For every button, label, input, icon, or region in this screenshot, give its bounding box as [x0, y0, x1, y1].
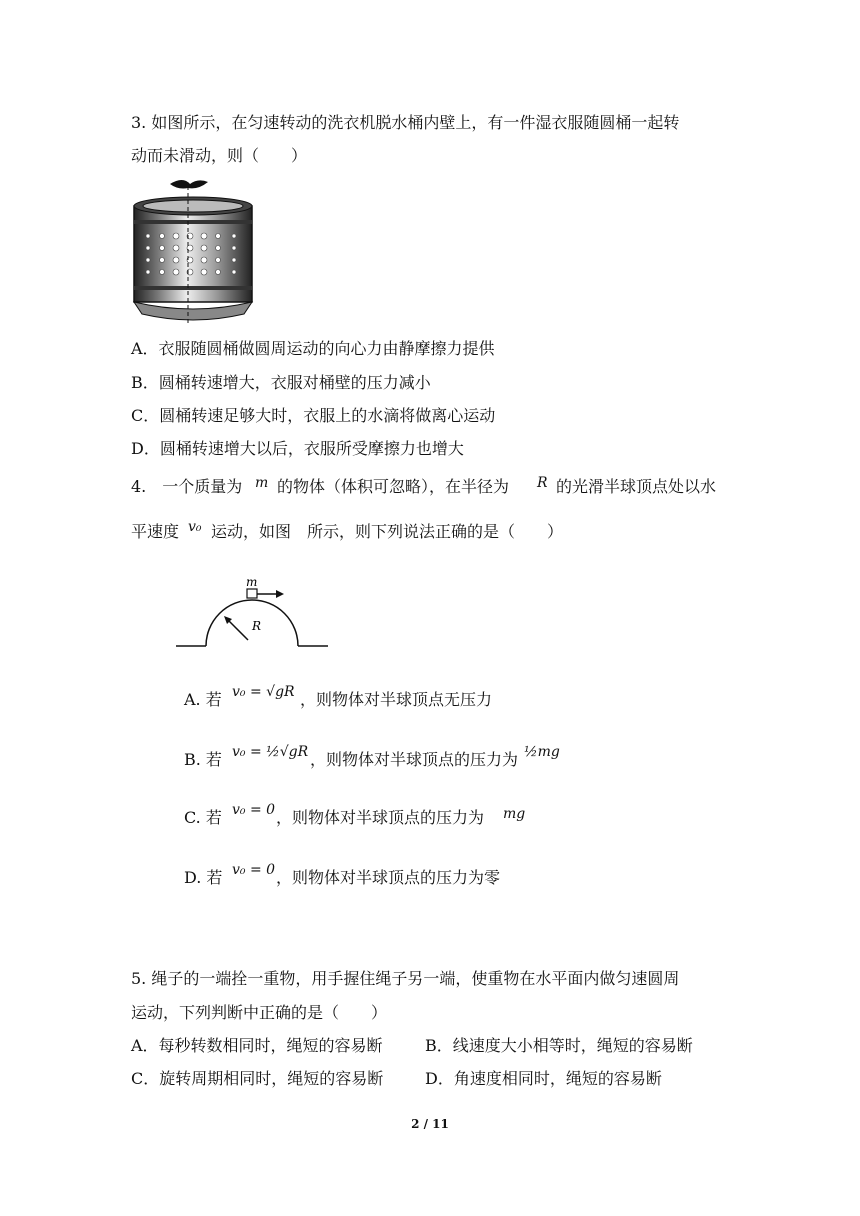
q5-stem-line1: 5. 绳子的一端拴一重物，用手握住绳子另一端，使重物在水平面内做匀速圆周: [131, 969, 680, 988]
q4-stem-part3: 的光滑半球顶点处以水: [556, 477, 717, 496]
q4-math-v0: v₀: [188, 519, 202, 535]
page-number: 2 / 11: [411, 1117, 449, 1131]
q4-stem-part2: 的物体（体积可忽略），在半径为: [277, 477, 510, 496]
q4-option-c-pre: C. 若: [184, 808, 222, 827]
q3-option-c: C．圆桶转速足够大时，衣服上的水滴将做离心运动: [131, 406, 496, 425]
washing-drum-figure: [128, 176, 258, 328]
q3-stem-line2: 动而未滑动，则（ ）: [131, 146, 308, 165]
q4-option-b-math: v₀ = ½√gR: [232, 744, 309, 760]
q4-option-a-pre: A. 若: [184, 690, 222, 709]
q4-option-b-pre: B. 若: [184, 750, 222, 769]
q4-option-a-text: ，则物体对半球顶点无压力: [300, 690, 493, 709]
q4-option-c-text: ，则物体对半球顶点的压力为: [276, 808, 485, 827]
q5-option-b: B．线速度大小相等时，绳短的容易断: [425, 1036, 693, 1055]
q5-stem-line2: 运动，下列判断中正确的是（ ）: [131, 1003, 388, 1022]
q4-option-d-pre: D. 若: [184, 868, 223, 887]
q4-option-b-math2: ½mg: [524, 744, 560, 760]
q4-stem-part5: 运动，如图 所示，则下列说法正确的是（ ）: [211, 522, 564, 541]
q3-option-d: D．圆桶转速增大以后，衣服所受摩擦力也增大: [131, 439, 464, 458]
q4-option-a-math: v₀ = √gR: [232, 684, 295, 700]
q5-option-d: D．角速度相同时，绳短的容易断: [425, 1069, 662, 1088]
q4-option-b-text: ，则物体对半球顶点的压力为: [310, 750, 519, 769]
q4-option-d-math: v₀ = 0: [232, 862, 276, 878]
q3-option-b: B．圆桶转速增大，衣服对桶壁的压力减小: [131, 373, 431, 392]
q4-option-c-math2: mg: [503, 806, 526, 822]
q4-math-m: m: [255, 475, 269, 491]
q5-option-a: A．每秒转数相同时，绳短的容易断: [131, 1036, 383, 1055]
q4-stem-part4: 平速度: [131, 522, 180, 541]
q3-option-a: A．衣服随圆桶做圆周运动的向心力由静摩擦力提供: [131, 339, 495, 358]
figure-label-m: m: [246, 576, 258, 589]
q4-option-d-text: ，则物体对半球顶点的压力为零: [276, 868, 501, 887]
q4-stem-part1: 4. 一个质量为: [131, 477, 243, 496]
figure-label-R: R: [252, 619, 262, 633]
hemisphere-figure: [172, 576, 332, 656]
q3-stem-line1: 3. 如图所示，在匀速转动的洗衣机脱水桶内壁上，有一件湿衣服随圆桶一起转: [131, 113, 680, 132]
q4-option-c-math: v₀ = 0: [232, 802, 276, 818]
q4-math-R: R: [537, 475, 548, 491]
q5-option-c: C．旋转周期相同时，绳短的容易断: [131, 1069, 384, 1088]
